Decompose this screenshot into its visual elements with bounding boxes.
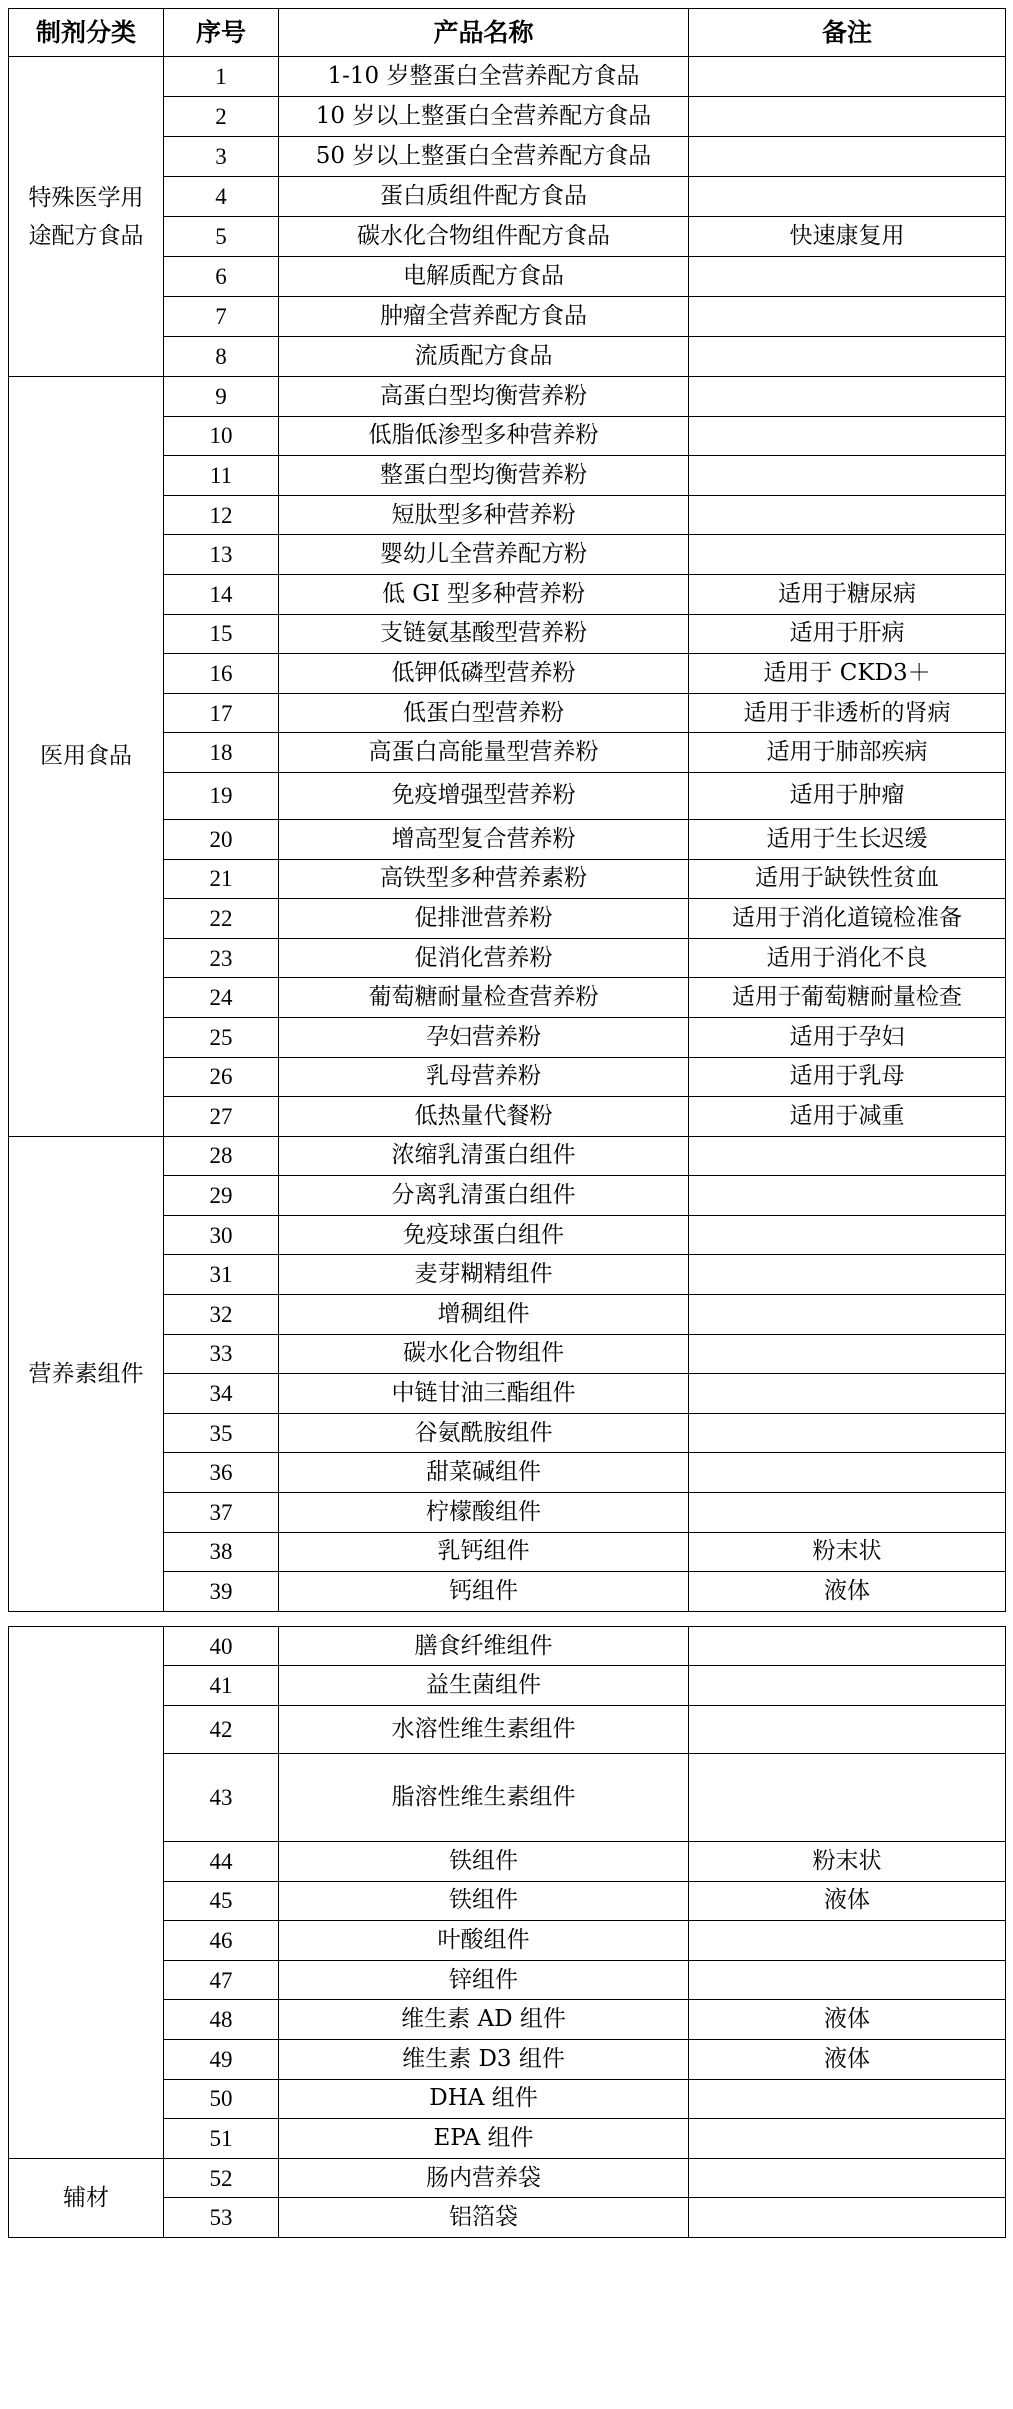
seq-cell: 6: [164, 257, 279, 297]
remark-cell: 适用于消化道镜检准备: [689, 899, 1006, 939]
remark-cell: 适用于乳母: [689, 1057, 1006, 1097]
seq-cell: 47: [164, 1960, 279, 2000]
seq-cell: 12: [164, 495, 279, 535]
separator-cell: [9, 1611, 1006, 1626]
remark-cell: 适用于缺铁性贫血: [689, 859, 1006, 899]
seq-cell: 14: [164, 574, 279, 614]
product-name-cell: 钙组件: [279, 1572, 689, 1612]
remark-cell: [689, 416, 1006, 456]
remark-cell: [689, 495, 1006, 535]
remark-cell: [689, 1334, 1006, 1374]
category-cell: 医用食品: [9, 377, 164, 1137]
remark-cell: [689, 1960, 1006, 2000]
product-name-cell: 高蛋白型均衡营养粉: [279, 377, 689, 417]
product-name-cell: 叶酸组件: [279, 1921, 689, 1961]
seq-cell: 25: [164, 1017, 279, 1057]
product-name-cell: 中链甘油三酯组件: [279, 1374, 689, 1414]
remark-cell: 适用于 CKD3＋: [689, 654, 1006, 694]
product-name-cell: 低脂低渗型多种营养粉: [279, 416, 689, 456]
seq-cell: 48: [164, 2000, 279, 2040]
remark-cell: [689, 1255, 1006, 1295]
product-name-cell: 支链氨基酸型营养粉: [279, 614, 689, 654]
product-name-cell: 分离乳清蛋白组件: [279, 1176, 689, 1216]
seq-cell: 15: [164, 614, 279, 654]
seq-cell: 24: [164, 978, 279, 1018]
product-name-cell: 维生素 D3 组件: [279, 2039, 689, 2079]
seq-cell: 40: [164, 1626, 279, 1666]
seq-cell: 23: [164, 938, 279, 978]
seq-cell: 35: [164, 1413, 279, 1453]
product-name-cell: 低蛋白型营养粉: [279, 693, 689, 733]
table-row: [9, 377, 1006, 417]
remark-cell: [689, 1374, 1006, 1414]
seq-cell: 43: [164, 1754, 279, 1842]
remark-cell: 适用于肺部疾病: [689, 733, 1006, 773]
remark-cell: [689, 1626, 1006, 1666]
product-name-cell: 流质配方食品: [279, 337, 689, 377]
seq-cell: 1: [164, 57, 279, 97]
product-name-cell: EPA 组件: [279, 2119, 689, 2159]
remark-cell: 适用于非透析的肾病: [689, 693, 1006, 733]
product-name-cell: 促消化营养粉: [279, 938, 689, 978]
seq-cell: 2: [164, 97, 279, 137]
seq-cell: 46: [164, 1921, 279, 1961]
seq-cell: 37: [164, 1493, 279, 1533]
product-name-cell: 脂溶性维生素组件: [279, 1754, 689, 1842]
product-name-cell: 蛋白质组件配方食品: [279, 177, 689, 217]
product-name-cell: 高蛋白高能量型营养粉: [279, 733, 689, 773]
remark-cell: [689, 1706, 1006, 1754]
seq-cell: 20: [164, 819, 279, 859]
seq-cell: 38: [164, 1532, 279, 1572]
seq-cell: 26: [164, 1057, 279, 1097]
seq-cell: 27: [164, 1097, 279, 1137]
remark-cell: [689, 1921, 1006, 1961]
seq-cell: 39: [164, 1572, 279, 1612]
remark-cell: 适用于肿瘤: [689, 772, 1006, 819]
product-name-cell: 柠檬酸组件: [279, 1493, 689, 1533]
remark-cell: [689, 57, 1006, 97]
seq-cell: 18: [164, 733, 279, 773]
seq-cell: 13: [164, 535, 279, 575]
remark-cell: 适用于肝病: [689, 614, 1006, 654]
remark-cell: 适用于葡萄糖耐量检查: [689, 978, 1006, 1018]
remark-cell: [689, 535, 1006, 575]
remark-cell: [689, 1493, 1006, 1533]
seq-cell: 17: [164, 693, 279, 733]
remark-cell: [689, 1453, 1006, 1493]
seq-cell: 9: [164, 377, 279, 417]
remark-cell: [689, 1136, 1006, 1176]
remark-cell: 液体: [689, 1572, 1006, 1612]
remark-cell: [689, 97, 1006, 137]
header-remark: 备注: [689, 9, 1006, 57]
remark-cell: 粉末状: [689, 1842, 1006, 1882]
seq-cell: 44: [164, 1842, 279, 1882]
seq-cell: 21: [164, 859, 279, 899]
remark-cell: [689, 377, 1006, 417]
product-name-cell: 水溶性维生素组件: [279, 1706, 689, 1754]
product-name-cell: 葡萄糖耐量检查营养粉: [279, 978, 689, 1018]
seq-cell: 29: [164, 1176, 279, 1216]
product-name-cell: 锌组件: [279, 1960, 689, 2000]
seq-cell: 7: [164, 297, 279, 337]
remark-cell: [689, 1215, 1006, 1255]
remark-cell: [689, 1666, 1006, 1706]
product-name-cell: 短肽型多种营养粉: [279, 495, 689, 535]
product-name-cell: 甜菜碱组件: [279, 1453, 689, 1493]
product-name-cell: 肠内营养袋: [279, 2158, 689, 2198]
seq-cell: 33: [164, 1334, 279, 1374]
product-name-cell: 低 GI 型多种营养粉: [279, 574, 689, 614]
remark-cell: 适用于孕妇: [689, 1017, 1006, 1057]
remark-cell: [689, 1295, 1006, 1335]
seq-cell: 32: [164, 1295, 279, 1335]
product-name-cell: 促排泄营养粉: [279, 899, 689, 939]
remark-cell: [689, 2079, 1006, 2119]
table-row: [9, 57, 1006, 97]
seq-cell: 11: [164, 456, 279, 496]
seq-cell: 3: [164, 137, 279, 177]
remark-cell: [689, 2119, 1006, 2159]
header-row: [9, 9, 1006, 57]
remark-cell: [689, 137, 1006, 177]
remark-cell: 适用于糖尿病: [689, 574, 1006, 614]
remark-cell: [689, 1176, 1006, 1216]
seq-cell: 8: [164, 337, 279, 377]
seq-cell: 31: [164, 1255, 279, 1295]
seq-cell: 53: [164, 2198, 279, 2238]
remark-cell: 粉末状: [689, 1532, 1006, 1572]
remark-cell: 液体: [689, 2039, 1006, 2079]
seq-cell: 45: [164, 1881, 279, 1921]
group-separator: [9, 1611, 1006, 1626]
product-name-cell: 低热量代餐粉: [279, 1097, 689, 1137]
table-row: [9, 2158, 1006, 2198]
product-name-cell: 益生菌组件: [279, 1666, 689, 1706]
remark-cell: [689, 1413, 1006, 1453]
seq-cell: 49: [164, 2039, 279, 2079]
seq-cell: 51: [164, 2119, 279, 2159]
seq-cell: 50: [164, 2079, 279, 2119]
seq-cell: 4: [164, 177, 279, 217]
remark-cell: 适用于减重: [689, 1097, 1006, 1137]
product-name-cell: 免疫增强型营养粉: [279, 772, 689, 819]
category-cell: 营养素组件: [9, 1136, 164, 1611]
remark-cell: [689, 297, 1006, 337]
product-table: [8, 8, 1006, 2238]
table-row: [9, 1136, 1006, 1176]
product-name-cell: 整蛋白型均衡营养粉: [279, 456, 689, 496]
product-name-cell: DHA 组件: [279, 2079, 689, 2119]
product-name-cell: 肿瘤全营养配方食品: [279, 297, 689, 337]
remark-cell: 适用于消化不良: [689, 938, 1006, 978]
table-body: [9, 57, 1006, 2238]
remark-cell: [689, 177, 1006, 217]
category-cell: 特殊医学用途配方食品: [9, 57, 164, 377]
product-name-cell: 乳钙组件: [279, 1532, 689, 1572]
seq-cell: 36: [164, 1453, 279, 1493]
product-name-cell: 浓缩乳清蛋白组件: [279, 1136, 689, 1176]
seq-cell: 16: [164, 654, 279, 694]
seq-cell: 22: [164, 899, 279, 939]
remark-cell: [689, 2198, 1006, 2238]
category-cell: 辅材: [9, 2158, 164, 2237]
seq-cell: 5: [164, 217, 279, 257]
remark-cell: 快速康复用: [689, 217, 1006, 257]
product-name-cell: 50 岁以上整蛋白全营养配方食品: [279, 137, 689, 177]
product-name-cell: 乳母营养粉: [279, 1057, 689, 1097]
product-name-cell: 铁组件: [279, 1842, 689, 1882]
remark-cell: 液体: [689, 1881, 1006, 1921]
product-name-cell: 维生素 AD 组件: [279, 2000, 689, 2040]
product-name-cell: 谷氨酰胺组件: [279, 1413, 689, 1453]
product-name-cell: 免疫球蛋白组件: [279, 1215, 689, 1255]
seq-cell: 34: [164, 1374, 279, 1414]
seq-cell: 42: [164, 1706, 279, 1754]
product-name-cell: 膳食纤维组件: [279, 1626, 689, 1666]
remark-cell: [689, 257, 1006, 297]
product-name-cell: 10 岁以上整蛋白全营养配方食品: [279, 97, 689, 137]
seq-cell: 28: [164, 1136, 279, 1176]
remark-cell: 液体: [689, 2000, 1006, 2040]
table-row: [9, 1626, 1006, 1666]
product-name-cell: 碳水化合物组件配方食品: [279, 217, 689, 257]
remark-cell: 适用于生长迟缓: [689, 819, 1006, 859]
seq-cell: 52: [164, 2158, 279, 2198]
seq-cell: 30: [164, 1215, 279, 1255]
product-name-cell: 1-10 岁整蛋白全营养配方食品: [279, 57, 689, 97]
product-name-cell: 碳水化合物组件: [279, 1334, 689, 1374]
product-name-cell: 铁组件: [279, 1881, 689, 1921]
product-name-cell: 婴幼儿全营养配方粉: [279, 535, 689, 575]
seq-cell: 10: [164, 416, 279, 456]
product-name-cell: 增稠组件: [279, 1295, 689, 1335]
seq-cell: 41: [164, 1666, 279, 1706]
header-product-name: 产品名称: [279, 9, 689, 57]
product-name-cell: 电解质配方食品: [279, 257, 689, 297]
product-name-cell: 增高型复合营养粉: [279, 819, 689, 859]
product-name-cell: 麦芽糊精组件: [279, 1255, 689, 1295]
remark-cell: [689, 1754, 1006, 1842]
remark-cell: [689, 337, 1006, 377]
remark-cell: [689, 2158, 1006, 2198]
product-name-cell: 高铁型多种营养素粉: [279, 859, 689, 899]
seq-cell: 19: [164, 772, 279, 819]
header-category: 制剂分类: [9, 9, 164, 57]
product-name-cell: 孕妇营养粉: [279, 1017, 689, 1057]
product-name-cell: 铝箔袋: [279, 2198, 689, 2238]
remark-cell: [689, 456, 1006, 496]
category-cell: [9, 1626, 164, 2158]
product-name-cell: 低钾低磷型营养粉: [279, 654, 689, 694]
header-seq: 序号: [164, 9, 279, 57]
